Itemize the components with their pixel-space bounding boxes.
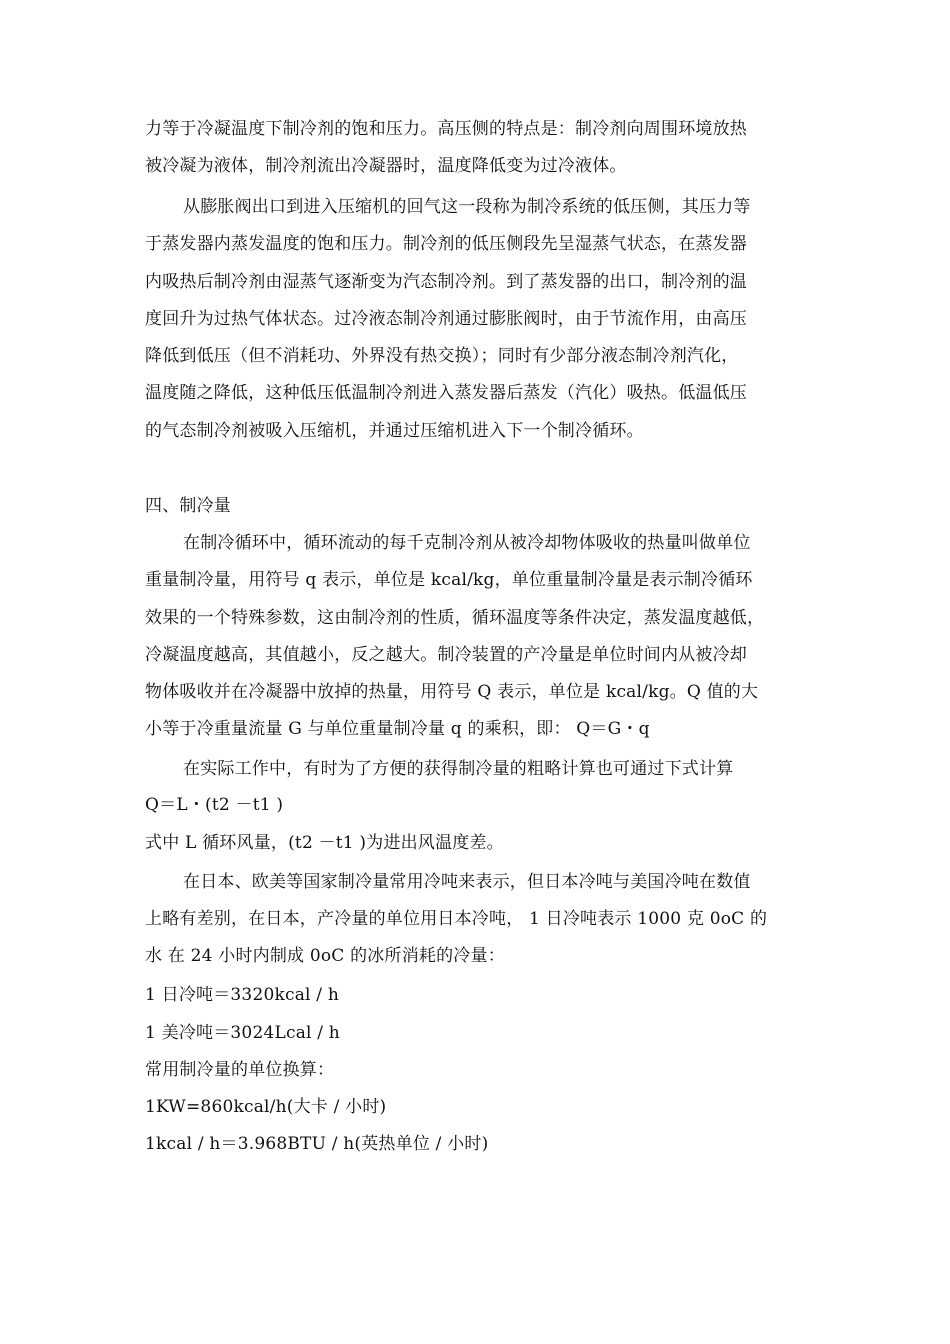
paragraph-3-line-5: 物体吸收并在冷凝器中放掉的热量，用符号 Q 表示，单位是 kcal/kg。Q 值的大: [145, 682, 759, 702]
paragraph-3-line-3: 效果的一个特殊参数，这由制冷剂的性质，循环温度等条件决定，蒸发温度越低，: [145, 608, 765, 628]
formula-kw-conversion: 1KW=860kcal/h(大卡 / 小时): [145, 1097, 387, 1117]
paragraph-2-line-5: 降低到低压（但不消耗功、外界没有热交换）；同时有少部分液态制冷剂汽化，: [145, 346, 739, 366]
paragraph-3-line-4: 冷凝温度越高，其值越小，反之越大。制冷装置的产冷量是单位时间内从被冷却: [145, 645, 747, 665]
paragraph-5-line-3: 水 在 24 小时内制成 0oC 的冰所消耗的冷量：: [145, 946, 505, 966]
paragraph-4-line-1: 在实际工作中，有时为了方便的获得制冷量的粗略计算也可通过下式计算: [183, 759, 734, 779]
paragraph-5-line-2: 上略有差别，在日本，产冷量的单位用日本冷吨， 1 日冷吨表示 1000 克 0oC 的: [145, 909, 768, 929]
paragraph-3-line-2: 重量制冷量，用符号 q 表示，单位是 kcal/kg，单位重量制冷量是表示制冷循环: [145, 570, 753, 590]
paragraph-2-line-2: 于蒸发器内蒸发温度的饱和压力。制冷剂的低压侧段先呈湿蒸气状态，在蒸发器: [145, 234, 747, 254]
paragraph-1-line-2: 被冷凝为液体，制冷剂流出冷凝器时，温度降低变为过冷液体。: [145, 156, 627, 176]
paragraph-2-line-1: 从膨胀阀出口到进入压缩机的回气这一段称为制冷系统的低压侧，其压力等: [183, 197, 751, 217]
paragraph-2-line-3: 内吸热后制冷剂由湿蒸气逐渐变为汽态制冷剂。到了蒸发器的出口，制冷剂的温: [145, 272, 747, 292]
paragraph-4-line-3: 式中 L 循环风量，(t2 －t1 )为进出风温度差。: [145, 833, 504, 853]
paragraph-2-line-7: 的气态制冷剂被吸入压缩机，并通过压缩机进入下一个制冷循环。: [145, 421, 644, 441]
formula-us-ton: 1 美冷吨＝3024Lcal / h: [145, 1023, 340, 1043]
paragraph-3-line-6: 小等于冷重量流量 G 与单位重量制冷量 q 的乘积，即： Q＝G・q: [145, 719, 650, 739]
formula-q-l: Q＝L・(t2 －t1 ): [145, 795, 284, 815]
section-heading: 四、制冷量: [145, 496, 231, 516]
paragraph-3-line-1: 在制冷循环中，循环流动的每千克制冷剂从被冷却物体吸收的热量叫做单位: [183, 533, 751, 553]
paragraph-5-line-1: 在日本、欧美等国家制冷量常用冷吨来表示，但日本冷吨与美国冷吨在数值: [183, 872, 751, 892]
paragraph-1-line-1: 力等于冷凝温度下制冷剂的饱和压力。高压侧的特点是：制冷剂向周围环境放热: [145, 119, 747, 139]
paragraph-2-line-6: 温度随之降低，这种低压低温制冷剂进入蒸发器后蒸发（汽化）吸热。低温低压: [145, 383, 747, 403]
formula-btu-conversion: 1kcal / h＝3.968BTU / h(英热单位 / 小时): [145, 1134, 489, 1154]
formula-japan-ton: 1 日冷吨＝3320kcal / h: [145, 985, 339, 1005]
conversion-heading: 常用制冷量的单位换算：: [145, 1060, 335, 1080]
paragraph-2-line-4: 度回升为过热气体状态。过冷液态制冷剂通过膨胀阀时，由于节流作用，由高压: [145, 309, 747, 329]
